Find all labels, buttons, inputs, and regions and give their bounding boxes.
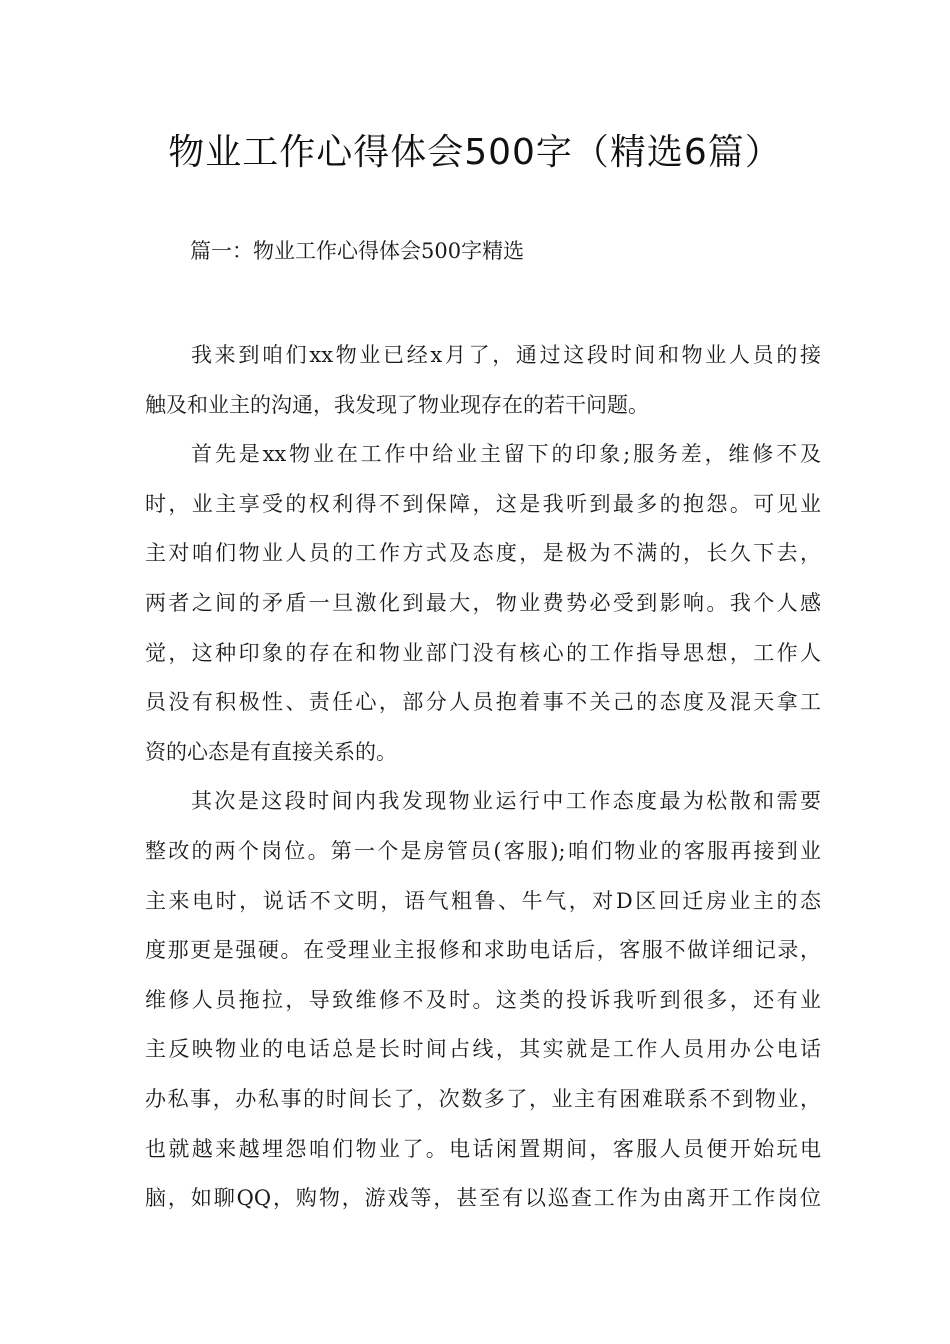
text-line: 主对咱们物业人员的工作方式及态度，是极为不满的，长久下去，: [145, 541, 821, 566]
text-line: 度那更是强硬。在受理业主报修和求助电话后，客服不做详细记录，: [145, 938, 821, 963]
text-line: 觉，这种印象的存在和物业部门没有核心的工作指导思想，工作人: [145, 640, 821, 665]
text-line: 也就越来越埋怨咱们物业了。电话闲置期间，客服人员便开始玩电: [145, 1136, 821, 1161]
text-line: 整改的两个岗位。第一个是房管员(客服);咱们物业的客服再接到业: [145, 838, 821, 863]
text-line: 主来电时，说话不文明，语气粗鲁、牛气，对D区回迁房业主的态: [145, 888, 821, 913]
text-line: 我来到咱们xx物业已经x月了，通过这段时间和物业人员的接: [191, 343, 821, 367]
paragraph-2: [145, 430, 821, 777]
document-title: 物业工作心得体会500字（精选6篇）: [168, 132, 782, 173]
text-line: 主反映物业的电话总是长时间占线，其实就是工作人员用办公电话: [145, 1037, 821, 1062]
text-line: 时，业主享受的权利得不到保障，这是我听到最多的抱怨。可见业: [145, 491, 821, 516]
text-line: 触及和业主的沟通，我发现了物业现存在的若干问题。: [145, 392, 649, 417]
document-body: [145, 331, 821, 1224]
paragraph-3: [145, 777, 821, 1223]
text-line: 其次是这段时间内我发现物业运行中工作态度最为松散和需要: [191, 789, 821, 814]
section-heading: 篇一：物业工作心得体会500字精选: [190, 239, 525, 263]
text-line: 两者之间的矛盾一旦激化到最大，物业费势必受到影响。我个人感: [145, 590, 821, 615]
text-line: 办私事，办私事的时间长了，次数多了，业主有困难联系不到物业，: [145, 1086, 821, 1111]
text-line: 脑，如聊QQ，购物，游戏等，甚至有以巡查工作为由离开工作岗位: [145, 1186, 821, 1211]
paragraph-1: [145, 331, 821, 430]
text-line: 维修人员拖拉，导致维修不及时。这类的投诉我听到很多，还有业: [145, 987, 821, 1012]
text-line: 首先是xx物业在工作中给业主留下的印象;服务差，维修不及: [191, 442, 821, 467]
text-line: 资的心态是有直接关系的。: [145, 739, 397, 764]
text-line: 员没有积极性、责任心，部分人员抱着事不关己的态度及混天拿工: [145, 690, 821, 715]
